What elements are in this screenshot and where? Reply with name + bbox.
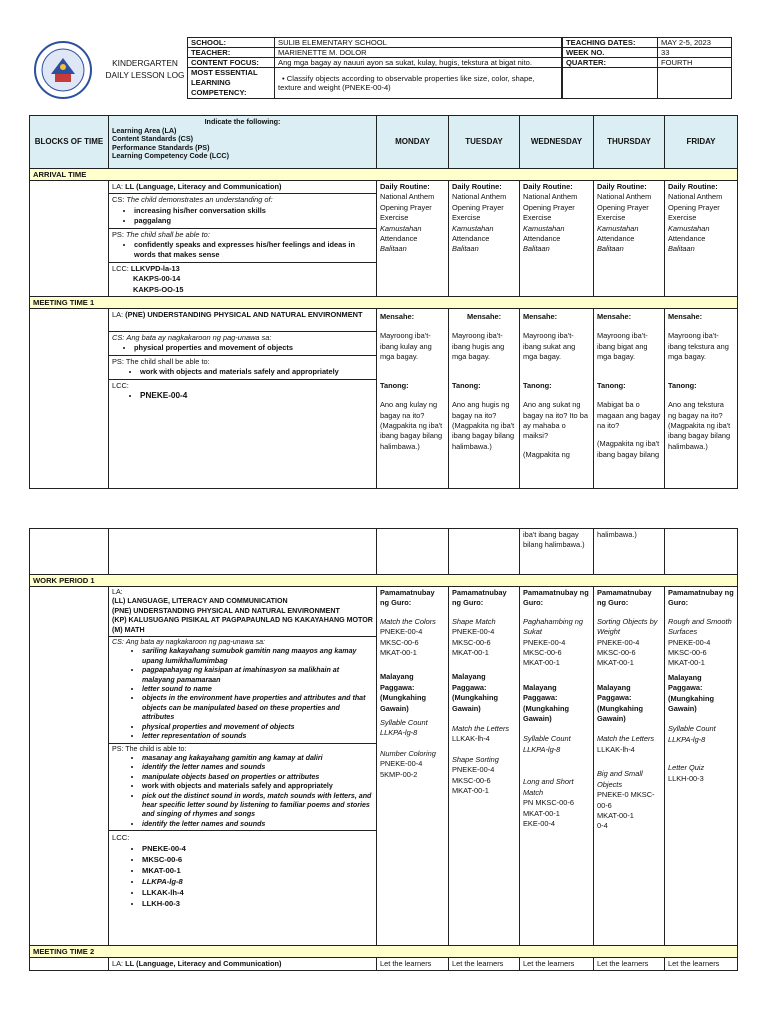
meeting1-cs: Ang bata ay nagkakaroon ng pag-unawa sa:: [126, 333, 272, 343]
work1-standards: [109, 587, 377, 946]
cont-blank-4: [449, 529, 520, 575]
code: PN MKSC-00-6: [523, 798, 574, 808]
activity-wednesday: Paghahambing ng Sukat: [523, 616, 583, 637]
arrival-la-prefix: LA:: [112, 182, 124, 191]
work1-wednesday: [520, 587, 594, 946]
meeting1-lcc-1: • PNEKE-00-4: [140, 391, 373, 401]
code: 0-4: [597, 821, 608, 831]
work1-ps-item-5: • pick out the distinct sound in words, match sounds with letters, and hear specific letter sound by listening to familiar poems and stories and singing of rhymes and songs: [142, 792, 373, 820]
meeting2-row: [30, 958, 738, 971]
work1-cs-prefix: CS:: [112, 638, 124, 647]
arrival-standards: [109, 181, 377, 297]
indicate-title: Indicate the following:: [204, 117, 281, 126]
arrival-cs-item-1: • increasing his/her conversation skills: [134, 206, 373, 216]
blocks-of-time-header: BLOCKS OF TIME: [30, 116, 109, 169]
school-value: SULIB ELEMENTARY SCHOOL: [275, 38, 562, 48]
work1-cs: Ang bata ay nagkakaroon ng pag-unawa sa:: [125, 638, 266, 647]
code: MKAT-00-1: [452, 648, 489, 658]
meeting2-thursday: Let the learners: [594, 958, 665, 971]
routine-title: Daily Routine:: [597, 182, 647, 191]
mensahe-thursday: Mayroong iba't-ibang bigat ang mga bagay.: [597, 331, 648, 362]
work1-blank: [30, 587, 109, 946]
arrival-cs: The child demonstrates an understanding of:: [126, 195, 273, 205]
tanong-label: Tanong:: [668, 380, 697, 390]
wednesday-extra: (Magpakita ng: [523, 449, 570, 459]
teacher-label: TEACHER:: [188, 48, 275, 58]
mensahe-monday: Mayroong iba't-ibang kulay ang mga bagay.: [380, 331, 432, 362]
meeting1-blank: [30, 309, 109, 489]
code: PNEKE-00-4: [668, 637, 711, 647]
code: PNEKE-00-4: [380, 627, 423, 637]
tanong-wednesday: Ano ang sukat ng bagay na ito? Ito ba ay mahaba o maiksi?: [523, 400, 588, 441]
work1-cs-item-5: • physical properties and movement of objects: [142, 723, 373, 732]
arrival-tuesday: [449, 181, 520, 297]
act3-monday: Number Coloring: [380, 748, 436, 758]
routine-line: Balitaan: [597, 244, 624, 254]
code: 5KMP-00-2: [380, 769, 418, 779]
code: PNEKE-00-4: [452, 765, 495, 775]
routine-line: National Anthem: [452, 192, 507, 202]
mensahe-label: Mensahe:: [523, 312, 558, 322]
teaching-dates-label: TEACHING DATES:: [563, 38, 658, 48]
tanong-label: Tanong:: [380, 380, 409, 390]
tanong-label: Tanong:: [597, 380, 626, 390]
lesson-table-page2: [29, 528, 738, 971]
work1-cs-item-2: • pagpapahayag ng kaisipan at imahinasyon sa malikhain at malayang pamamaraan: [142, 666, 373, 685]
routine-line: Exercise: [597, 213, 626, 223]
routine-line: Opening Prayer: [380, 202, 432, 212]
code: MKSC-00-6: [668, 648, 707, 658]
meeting1-ps-prefix: PS:: [112, 356, 124, 366]
section-meeting2-label: MEETING TIME 2: [30, 946, 738, 958]
meeting1-standards: [109, 309, 377, 489]
week-label: WEEK NO.: [563, 48, 658, 58]
work1-la-4: (M) MATH: [112, 625, 145, 634]
meeting1-la-prefix: LA:: [112, 310, 124, 320]
code: LLKAK-lh-4: [597, 744, 635, 754]
meeting1-continued-row: [30, 529, 738, 575]
routine-line: Opening Prayer: [668, 202, 720, 212]
section-row-meeting2: [30, 946, 738, 958]
routine-line: Attendance: [523, 234, 561, 244]
act2-wednesday: Syllable Count: [523, 734, 571, 744]
teaching-dates-value: MAY 2-5, 2023: [658, 38, 732, 48]
section-arrival-label: ARRIVAL TIME: [30, 169, 738, 181]
routine-line: Kamustahan: [597, 223, 639, 233]
arrival-lcc-prefix: LCC:: [112, 263, 129, 273]
teacher-value: MARIENETTE M. DOLOR: [275, 48, 562, 58]
code: MKAT-00-1: [380, 648, 417, 658]
mensahe-friday: Mayroong iba't-ibang tekstura ang mga bagay.: [668, 331, 729, 362]
work1-lcc-1: • PNEKE-00-4: [142, 843, 373, 854]
section-work1-label: WORK PERIOD 1: [30, 575, 738, 587]
work1-thursday: [594, 587, 665, 946]
act2-tuesday: Match the Letters: [452, 724, 510, 734]
routine-line: Balitaan: [380, 244, 407, 254]
section-meeting1-label: MEETING TIME 1: [30, 297, 738, 309]
work1-cs-item-3: • letter sound to name: [142, 685, 373, 694]
arrival-monday: [377, 181, 449, 297]
routine-line: National Anthem: [597, 192, 652, 202]
work1-lcc-prefix: LCC:: [112, 833, 130, 843]
meeting1-row: [30, 309, 738, 489]
meeting2-la-prefix: LA:: [112, 959, 124, 968]
routine-line: Opening Prayer: [523, 202, 575, 212]
legend-lcc: Learning Competency Code (LCC): [112, 151, 230, 161]
arrival-cs-item-2: • paggalang: [134, 216, 373, 226]
arrival-friday: [665, 181, 738, 297]
act3-wednesday: Long and Short Match: [523, 777, 574, 797]
routine-line: Attendance: [452, 234, 490, 244]
code: MKAT-00-1: [523, 658, 560, 668]
melc-value-cell: • Classify objects according to observable properties like size, color, shape, texture and weight (PNEKE-00-4): [275, 68, 562, 99]
lesson-log-title-line2: DAILY LESSON LOG: [105, 70, 185, 80]
header-info-left: [187, 37, 562, 99]
routine-line: National Anthem: [380, 192, 435, 202]
meeting1-ps-item-1: • work with objects and materials safely and appropriately: [140, 367, 373, 377]
cont-blank-2: [109, 529, 377, 575]
code: LLKPA-lg-8: [668, 734, 706, 744]
code: PNEKE-00-4: [523, 637, 566, 647]
thursday-continued: halimbawa.): [594, 529, 665, 575]
act2-monday: Syllable Count: [380, 718, 428, 728]
arrival-cs-prefix: CS:: [112, 195, 125, 205]
melc-value: Classify objects according to observable properties like size, color, shape, texture and weight (PNEKE-00-4): [278, 74, 535, 92]
activity-monday: Match the Colors: [380, 616, 436, 626]
routine-line: Kamustahan: [452, 223, 494, 233]
arrival-thursday: [594, 181, 665, 297]
work1-lcc-4: • LLKPA-lg-8: [142, 876, 373, 887]
quarter-value: FOURTH: [658, 58, 732, 68]
work1-ps-item-3: • manipulate objects based on properties or attributes: [142, 773, 373, 782]
day-header-friday: FRIDAY: [665, 116, 738, 169]
arrival-ps-prefix: PS:: [112, 229, 124, 239]
routine-line: Attendance: [668, 234, 706, 244]
work1-cs-item-4: • objects in the environment have properties and attributes and that objects can be manipulated based on these properties and attributes: [142, 694, 373, 722]
malayang-label: Malayang Paggawa: (Mungkahing Gawain): [597, 682, 643, 724]
meeting1-tuesday: [449, 309, 520, 489]
tanong-thursday: Mabigat ba o magaan ang bagay na ito?: [597, 400, 661, 430]
work1-monday: [377, 587, 449, 946]
routine-line: Kamustahan: [668, 223, 710, 233]
quarter-label: QUARTER:: [563, 58, 658, 68]
day-header-monday: MONDAY: [377, 116, 449, 169]
meeting1-friday: [665, 309, 738, 489]
work1-cs-item-1: • sariling kakayahang sumubok gamitin nang maayos ang kamay upang lumikha/lumimbag: [142, 647, 373, 666]
meeting2-friday: Let the learners: [665, 958, 738, 971]
routine-line: Balitaan: [668, 244, 695, 254]
meeting2-la: LL (Language, Literacy and Communication): [125, 959, 282, 968]
guro-label: Pamamatnubay ng Guro:: [597, 588, 652, 608]
code: PNEKE-00-4: [597, 637, 640, 647]
routine-title: Daily Routine:: [452, 182, 502, 191]
work1-la-prefix: LA:: [112, 588, 123, 596]
code: MKAT-00-1: [523, 808, 560, 818]
header-logo-cell: [29, 37, 187, 103]
code: MKAT-00-1: [452, 786, 489, 796]
legend-ps: Performance Standards (PS): [112, 142, 210, 152]
work1-la-2: (PNE) UNDERSTANDING PHYSICAL AND NATURAL ENVIRONMENT: [112, 606, 340, 615]
day-header-thursday: THURSDAY: [594, 116, 665, 169]
header-blank-a: [563, 68, 658, 99]
routine-title: Daily Routine:: [523, 182, 573, 191]
header-info-right: [562, 37, 732, 99]
routine-line: National Anthem: [668, 192, 723, 202]
work1-ps: The child is able to:: [125, 744, 187, 753]
guro-label: Pamamatnubay ng Guro:: [452, 588, 507, 608]
work1-ps-item-2: • identify the letter names and sounds: [142, 763, 373, 772]
malayang-label: Malayang Paggawa: (Mungkahing Gawain): [380, 672, 426, 713]
arrival-ps: The child shall be able to:: [125, 229, 210, 239]
arrival-lcc-1: LLKVPD-la-13: [130, 263, 180, 273]
work1-ps-item-4: • work with objects and materials safely and appropriately: [142, 782, 373, 791]
school-label: SCHOOL:: [188, 38, 275, 48]
work1-friday: [665, 587, 738, 946]
act3-tuesday: Shape Sorting: [452, 754, 499, 764]
routine-line: Exercise: [380, 213, 409, 223]
work1-ps-prefix: PS:: [112, 744, 124, 753]
work1-ps-item-1: • masanay ang kakayahang gamitin ang kamay at daliri: [142, 754, 373, 763]
tanong-friday: Ano ang tekstura ng bagay na ito? (Magpakita ng iba't ibang bagay bilang halimbawa.): [668, 400, 731, 451]
mensahe-wednesday: Mayroong iba't-ibang sukat ang mga bagay.: [523, 331, 576, 362]
mensahe-label: Mensahe:: [668, 312, 703, 322]
code: PNEKE-00-4: [380, 759, 423, 769]
cont-blank-3: [377, 529, 449, 575]
code: LLKPA-lg-8: [523, 744, 561, 754]
code: MKSC-00-6: [380, 637, 419, 647]
routine-line: Balitaan: [523, 244, 550, 254]
tanong-monday: Ano ang kulay ng bagay na ito? (Magpakita ng iba't ibang bagay bilang halimbawa.): [380, 400, 443, 451]
tanong-tuesday: Ano ang hugis ng bagay na ito? (Magpakita ng iba't ibang bagay bilang halimbawa.): [452, 400, 515, 451]
activity-friday: Rough and Smooth Surfaces: [668, 616, 732, 637]
arrival-lcc-3: KAKPS-OO-15: [133, 284, 184, 294]
meeting2-standards: [109, 958, 377, 971]
work1-cs-item-6: • letter representation of sounds: [142, 732, 373, 741]
content-focus-value: Ang mga bagay ay nauuri ayon sa sukat, kulay, hugis, tekstura at bigat nito.: [275, 58, 562, 68]
tanong-label: Tanong:: [452, 380, 481, 390]
meeting1-thursday: [594, 309, 665, 489]
routine-line: Opening Prayer: [452, 202, 504, 212]
code: MKSC-00-6: [452, 637, 491, 647]
work1-lcc-2: • MKSC-00-6: [142, 854, 373, 865]
section-row-arrival: [30, 169, 738, 181]
wednesday-continued: iba't ibang bagay bilang halimbawa.): [520, 529, 594, 575]
arrival-blank: [30, 181, 109, 297]
week-value: 33: [658, 48, 732, 58]
meeting2-tuesday: Let the learners: [449, 958, 520, 971]
code: PNEKE-0 MKSC-00-6: [597, 790, 655, 810]
routine-line: Kamustahan: [523, 223, 565, 233]
arrival-wednesday: [520, 181, 594, 297]
work1-tuesday: [449, 587, 520, 946]
guro-label: Pamamatnubay ng Guro:: [523, 588, 589, 608]
routine-line: Exercise: [452, 213, 481, 223]
work1-lcc-5: • LLKAK-lh-4: [142, 887, 373, 898]
meeting1-cs-prefix: CS:: [112, 333, 125, 343]
cont-blank-1: [30, 529, 109, 575]
routine-line: Opening Prayer: [597, 202, 649, 212]
section-row-meeting1: [30, 297, 738, 309]
tanong-label: Tanong:: [523, 380, 552, 390]
work1-ps-item-6: • identify the letter names and sounds: [142, 820, 373, 829]
indicate-header: [109, 116, 377, 169]
malayang-label: Malayang Paggawa: (Mungkahing Gawain): [452, 672, 498, 713]
routine-title: Daily Routine:: [380, 182, 430, 191]
day-header-wednesday: WEDNESDAY: [520, 116, 594, 169]
code: EKE-00-4: [523, 818, 556, 828]
code: MKAT-00-1: [597, 658, 634, 668]
arrival-row: [30, 181, 738, 297]
legend-cs: Content Standards (CS): [112, 134, 194, 144]
meeting1-lcc-prefix: LCC:: [112, 380, 129, 390]
act3-friday: Letter Quiz: [668, 763, 705, 773]
work1-la-3: (KP) KALUSUGANG PISIKAL AT PAGPAPAUNLAD NG KAKAYAHANG MOTOR: [112, 616, 373, 625]
code: MKSC-00-6: [597, 648, 636, 658]
lesson-table-page1: [29, 115, 738, 489]
routine-title: Daily Routine:: [668, 182, 718, 191]
mensahe-label: Mensahe:: [597, 312, 632, 322]
code: MKAT-00-1: [597, 810, 634, 820]
melc-label: MOST ESSENTIAL LEARNING COMPETENCY:: [188, 68, 275, 99]
code: LLKH-00-3: [668, 773, 704, 783]
routine-line: Balitaan: [452, 244, 479, 254]
deped-seal-icon: [33, 40, 93, 100]
content-focus-label: CONTENT FOCUS:: [188, 58, 275, 68]
meeting2-wednesday: Let the learners: [520, 958, 594, 971]
routine-line: Kamustahan: [380, 223, 422, 233]
work1-row: [30, 587, 738, 946]
code: MKSC-00-6: [523, 648, 562, 658]
malayang-label: Malayang Paggawa: (Mungkahing Gawain): [523, 682, 569, 724]
malayang-label: Malayang Paggawa: (Mungkahing Gawain): [668, 672, 714, 714]
arrival-la: LL (Language, Literacy and Communication): [125, 182, 282, 191]
column-header-row: [30, 116, 738, 169]
act2-friday: Syllable Count: [668, 724, 716, 734]
routine-line: National Anthem: [523, 192, 578, 202]
meeting1-la: (PNE) UNDERSTANDING PHYSICAL AND NATURAL ENVIRONMENT: [125, 310, 363, 320]
day-header-tuesday: TUESDAY: [449, 116, 520, 169]
guro-label: Pamamatnubay ng Guro:: [380, 588, 435, 608]
work1-lcc-3: • MKAT-00-1: [142, 865, 373, 876]
meeting1-cs-item-1: • physical properties and movement of objects: [134, 343, 373, 353]
activity-tuesday: Shape Match: [452, 616, 496, 626]
code: LLKPA-lg-8: [380, 728, 418, 738]
legend-la: Learning Area (LA): [112, 125, 177, 135]
routine-line: Attendance: [380, 234, 418, 244]
code: MKAT-00-1: [668, 658, 705, 668]
arrival-ps-item-1: • confidently speaks and expresses his/her feelings and ideas in words that makes sense: [134, 240, 373, 261]
mensahe-tuesday: Mayroong iba't-ibang hugis ang mga bagay.: [452, 331, 505, 362]
meeting1-ps: The child shall be able to:: [125, 356, 210, 366]
lesson-log-title-line1: KINDERGARTEN: [112, 58, 178, 68]
work1-la-1: (LL) LANGUAGE, LITERACY AND COMMUNICATION: [112, 597, 288, 606]
guro-label: Pamamatnubay ng Guro:: [668, 588, 734, 608]
routine-line: Attendance: [597, 234, 635, 244]
code: PNEKE-00-4: [452, 627, 495, 637]
thursday-extra: (Magpakita ng iba't ibang bagay bilang: [597, 439, 660, 459]
meeting2-blank: [30, 958, 109, 971]
code: LLKAK-lh-4: [452, 734, 490, 744]
arrival-lcc-2: KAKPS-00-14: [133, 274, 181, 284]
work1-lcc-6: • LLKH-00-3: [142, 898, 373, 909]
header-blank-b: [658, 68, 732, 99]
act2-thursday: Match the Letters: [597, 734, 655, 744]
meeting2-monday: Let the learners: [377, 958, 449, 971]
section-row-work1: [30, 575, 738, 587]
activity-thursday: Sorting Objects by Weight: [597, 616, 658, 637]
routine-line: Exercise: [668, 213, 697, 223]
meeting1-wednesday: [520, 309, 594, 489]
act3-thursday: Big and Small Objects: [597, 769, 643, 789]
mensahe-label: Mensahe:: [380, 312, 415, 322]
cont-blank-7: [665, 529, 738, 575]
routine-line: Exercise: [523, 213, 552, 223]
mensahe-label: Mensahe:: [466, 312, 502, 322]
code: MKSC-00-6: [452, 775, 491, 785]
meeting1-monday: [377, 309, 449, 489]
